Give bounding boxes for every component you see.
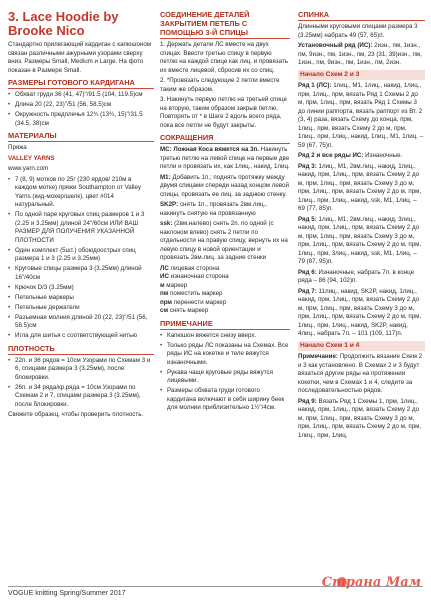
- gauge-heading: ПЛОТНОСТЬ: [8, 344, 154, 355]
- abbr-item: M1: Добавить 1п.; поднять протяжку между двумя спицами спереди назад концом левой спицы, провязать ее лиц. за заднюю стенку.: [160, 173, 289, 198]
- watermark: Страна Мам: [321, 575, 421, 590]
- list-item: • Длина 20 (22, 23)"/51 (56, 58.5)см: [8, 101, 154, 110]
- step-1: 1. Держать детали ЛС вместе на двух спицах. Ввести третью спицу в первую петлю на каждой спице как лиц. и провязать их вместе лицевой, сбросив их со спиц.: [160, 41, 288, 74]
- yarn-label: Пряжа: [8, 144, 27, 151]
- abbr-item: м маркер: [160, 281, 188, 289]
- list-item: • Только ряды ЛС показаны на Схемах. Все ряды ИС на кокетке и теле вяжутся изнаночными.: [160, 342, 290, 368]
- notes-list: [160, 332, 290, 413]
- materials-list: [8, 176, 154, 341]
- abbr-item: ЛС лицевая сторона: [160, 264, 220, 272]
- column-right: [298, 10, 425, 584]
- row-6: Ряд 6: Изнаночные, набрать 7п. в конце ряда – 86 (94, 102)п.: [298, 268, 415, 284]
- three-needle-heading: СОЕДИНЕНИЕ ДЕТАЛЕЙ ЗАКРЫТИЕМ ПЕТЕЛЬ С ПОМОЩЬЮ 3-Й СПИЦЫ: [160, 10, 290, 39]
- chart-note: Примечание: Продолжить вязание Схем 2 и 3 как установлено. В Схемах 2 и 3 будут вязаться другие ряды на протяжении кокетки, чем в Схемах 1 и 4, следите за последовательностью рядов.: [298, 353, 423, 394]
- list-item: • 22п. и 36 рядов = 10см Узорами по Схемам 3 и 6, спицами размера 3 (3.25мм), после блокировки.: [8, 357, 154, 383]
- abbr-item: ИС изнаночная сторона: [160, 273, 229, 280]
- row-7: Ряд 7: 11лиц., накид, SK2P, накид, 1лиц., накид, прм, 1лиц., прм, вязать Схему 2 до м, прм, 1лиц., прм, вязать Схему 3 до м, прм, 1лиц., прм, вязать Схему 2 до м, прм, 1лиц., прм, 1лиц., накид, SK2P, накид, 4лиц., набрать 7п. – 101 (109, 117)п.: [298, 287, 422, 337]
- abbr-item: SK2P: снять 1п., провязать 2вм.лиц., накинуть снятую на провязанную: [160, 201, 267, 217]
- yarn-url[interactable]: www.yarn.com: [8, 165, 49, 172]
- sizes-heading: РАЗМЕРЫ ГОТОВОГО КАРДИГАНА: [8, 78, 154, 89]
- gauge-list: [8, 357, 154, 410]
- list-item: • Петельные держатели: [8, 304, 154, 313]
- list-item: • Игла для шитья с соответствующей нитью: [8, 332, 154, 341]
- chart-start-2-3: Начало Схем 2 и 3: [298, 70, 425, 81]
- step-3: 3. Накинуть первую петлю на третьей спице на вторую, таким образом закрыв петлю. Повторять от * в Шаге 2 вдоль всего ряда, пока все петли не будут закрыты.: [160, 96, 287, 129]
- list-item: • Разъемная молния длиной 20 (22, 23)"/51 (56, 58.5)см: [8, 314, 154, 331]
- abbr-item: прм перенести маркер: [160, 298, 227, 306]
- row-3: Ряд 3: 1лиц., M1, 2вм.лиц., накид, 1лиц., накид, прм, 1лиц., прм, вязать Схему 2 до м, прм, 1лиц., прм, вязать Схему 3 до м, прм, 1лиц., прм, вязать Схему 2 до м, прм, 1лиц., прм, 1лиц., накид, ssk, M1, 1лиц. – 69 (77, 85)п.: [298, 162, 422, 212]
- abbr-item: пм поместить маркер: [160, 290, 223, 297]
- row-5: Ряд 5: 1лиц., M1, 2вм.лиц., накид, 3лиц., накид, прм, 1лиц., прм, вязать Схему 2 до м, прм, 1лиц., прм, вязать Схему 3 до м, прм, 1лиц., прм, вязать Схему 2 до м, прм, 1лиц., прм, 3лиц., накид, ssk, M1, 1лиц. – 79 (87, 95)п.: [298, 215, 422, 265]
- abbr-item: см снять маркер: [160, 307, 209, 314]
- step-2: 2. *Провязать следующие 2 петли вместе таким же образом.: [160, 77, 280, 93]
- setup-row: Установочный ряд (ИС): 2изн., пм, 1изн., пм, 9изн., пм, 1изн., пм, 23 (31, 39)изн., пм, 1изн., пм, 9изн., пм, 1изн., пм, 2изн.: [298, 42, 422, 66]
- row-2: Ряд 2 и все ряды ИС: Изнаночные.: [298, 152, 403, 159]
- list-item: • Капюшон вяжется снизу вверх.: [160, 332, 290, 341]
- list-item: • Рукава чаще круговые ряды вяжутся лицевыми.: [160, 369, 290, 386]
- list-item: • Круговые спицы размера 3 (3.25мм) длиной 16"/40см: [8, 265, 154, 282]
- chart-start-1-4: Начало Схем 1 и 4: [298, 341, 425, 352]
- pattern-title: 3. Lace Hoodie by Brooke Nico: [8, 10, 119, 38]
- row-9: Ряд 9: Вязать Ряд 1 Схемы 1, прм, 1лиц., накид, прм, 1лиц., прм, вязать Схему 2 до м, прм, 1лиц., прм, вязать Схему 3 до м, прм, 1лиц., прм, вязать Схему 2 до м, прм, 1лиц., прм, 1лиц.: [298, 397, 422, 439]
- list-item: • Окружность предплечья 12¾ (13¾, 15)"/31.5 (34.5, 38)см: [8, 111, 154, 128]
- list-item: • По одной паре круговых спиц размеров 1 и 3 (2.25 и 3.25мм) длиной 24"/60см ИЛИ ВАШ РАЗМЕР ДЛЯ ПОЛУЧЕНИЯ УКАЗАННОЙ ПЛОТНОСТИ: [8, 211, 154, 245]
- list-item: • Размеры обхвата груди готового кардигана включают в себя ширину беек для молнии приблизительно 1½"/4см.: [160, 387, 290, 413]
- row-1: Ряд 1 (ЛС): 1лиц., M1, 1лиц., накид, 1лиц., прм, 1лиц., прм, вязать Ряд 1 Схемы 2 до м, прм, 1лиц., прм, вязать Ряд 1 Схемы 3 до линии раппорта, вязать раппорт из Вт. 2 (3, 4) раза, вязать Схему до конца, прм, 1лиц., прм, вязать Схему 2 до м, прм, 1лиц., прм, 1лиц., накид, 1лиц., M1, 1лиц. – 59 (67, 75)п.: [298, 82, 424, 149]
- cast-on-text: Длинными круговыми спицами размера 3 (3.25мм) набрать 49 (57, 65)п.: [298, 23, 418, 39]
- list-item: • 7 (8, 9) мотков по 25г (230 ярдов/ 210м в каждом мотке) пряжи Southampton от Valley Yarns (кид-мохер/шелк), цвет #014 натуральный.: [8, 176, 154, 210]
- abbr-item: МС: Ложная Коса вяжется на 3п. Накинуть третью петлю на левой спице на первые две петли и провязать их, как 1лиц., накид, 1лиц.: [160, 146, 290, 170]
- yarn-brand: VALLEY YARNS: [8, 154, 55, 162]
- abbr-item: ssk: (2вм.налево) снять 2п. по одной (с наклоном влево) снять 2 петли по отдельности на правую спицу, вернуть их на левую спицу в новой ориентации и провязать 2вм.лиц. за задние стенки: [160, 220, 288, 261]
- magazine-name: VOGUE knitting Spring/Summer 2017: [8, 590, 126, 597]
- back-heading: СПИНКА: [298, 10, 425, 21]
- notes-heading: ПРИМЕЧАНИЕ: [160, 319, 290, 330]
- list-item: • Обхват груди 36 (41, 47)"/91.5 (104, 119.5)см: [8, 91, 154, 100]
- sizes-list: [8, 91, 154, 128]
- column-middle: [160, 10, 290, 584]
- abbreviations-heading: СОКРАЩЕНИЯ: [160, 133, 290, 144]
- list-item: • Крючок D/3 (3.25мм): [8, 284, 154, 293]
- materials-heading: МАТЕРИАЛЫ: [8, 131, 154, 142]
- pattern-intro: Стандартно прилегающий кардиган с капюшоном связан различными ажурными узорами сверху вниз. Размеры Small, Medium и Large. На фото показан в Размере Small.: [8, 41, 152, 74]
- list-item: • Петельные маркеры: [8, 294, 154, 303]
- gauge-note: Свяжите образец, чтобы проверить плотность.: [8, 410, 144, 418]
- column-left: [8, 10, 154, 584]
- list-item: • Один комплект (5шт.) обоюдоострых спиц размера 1 и 3 (2.25 и 3.25мм): [8, 247, 154, 264]
- list-item: • 26п. и 34 ряда/кр.ряда = 10см Узорами по Схемам 2 и 7, спицами размера 3 (3.25мм), после блокировки.: [8, 384, 154, 410]
